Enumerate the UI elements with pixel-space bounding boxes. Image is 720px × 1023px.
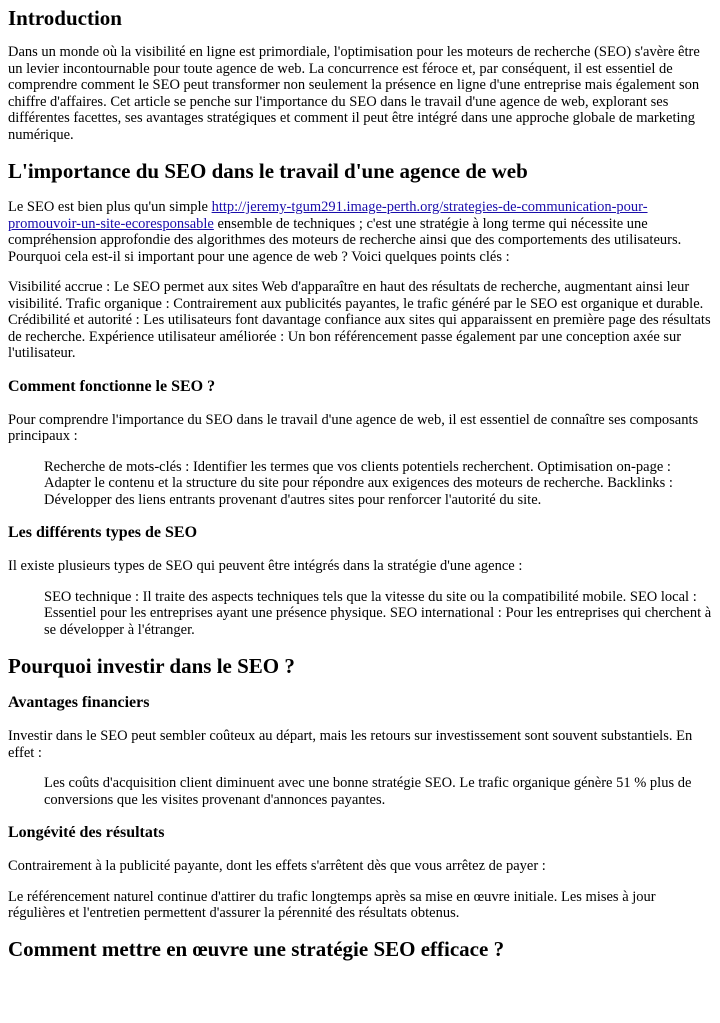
heading-financial-benefits: Avantages financiers xyxy=(8,694,150,711)
quote-seo-types: SEO technique : Il traite des aspects techniques tels que la vitesse du site ou la compatibilité mobile. SEO local : Essentiel pour les entreprises ayant une présence physique. SEO international : Pour les entreprises qui cherchent à se développer à l'étranger. xyxy=(44,588,712,638)
quote-financial-benefits: Les coûts d'acquisition client diminuent avec une bonne stratégie SEO. Le trafic organique génère 51 % plus de conversions que les visites provenant d'annonces payantes. xyxy=(44,775,692,808)
paragraph-introduction: Dans un monde où la visibilité en ligne est primordiale, l'optimisation pour les moteurs de recherche (SEO) s'avère être un levier incontournable pour toute agence de web. La concurrence est féroce et, par conséquent, il est essentiel de comprendre comment le SEO peut transformer non seulement la présence en ligne d'une entreprise mais également son chiffre d'affaires. Cet article se penche sur l'importance du SEO dans le travail d'une agence de web, explorant ses différentes facettes, ses avantages stratégiques et comment il peut être intégré dans une approche globale de marketing numérique. xyxy=(8,44,700,143)
quote-seo-components: Recherche de mots-clés : Identifier les termes que vos clients potentiels recherchent. Optimisation on-page : Adapter le contenu et la structure du site pour répondre aux exigences des moteurs de recherche. Backlinks : Développer des liens entrants provenant d'autres sites pour renforcer l'autorité du site. xyxy=(44,458,673,508)
paragraph-importance xyxy=(8,199,712,265)
paragraph-key-points: Visibilité accrue : Le SEO permet aux sites Web d'apparaître en haut des résultats de recherche, augmentant ainsi leur visibilité. Trafic organique : Contrairement aux publicités payantes, le trafic généré par le SEO est organique et durable. Crédibilité et autorité : Les utilisateurs font davantage confiance aux sites qui apparaissent en première page des résultats de recherche. Expérience utilisateur améliorée : Un bon référencement passe également par une conception axée sur l'utilisateur. xyxy=(8,279,711,361)
paragraph-longevity-2: Le référencement naturel continue d'attirer du trafic longtemps après sa mise en œuvre initiale. Les mises à jour régulières et l'entretien permettent d'assurer la pérennité des résultats obtenus. xyxy=(8,888,656,921)
heading-how-seo-works: Comment fonctionne le SEO ? xyxy=(8,377,216,395)
paragraph-financial-benefits: Investir dans le SEO peut sembler coûteux au départ, mais les retours sur investissement sont souvent substantiels. En effet : xyxy=(8,728,693,761)
heading-why-invest: Pourquoi investir dans le SEO ? xyxy=(8,654,295,678)
paragraph-importance-end: ensemble de techniques ; c'est une stratégie à long terme qui nécessite une compréhension approfondie des algorithmes des moteurs de recherche ainsi que des comportements des utilisateurs. Pourquoi cela est-il si important pour une agence de web ? Voici quelques points clés : xyxy=(8,215,682,265)
heading-importance: L'importance du SEO dans le travail d'une agence de web xyxy=(8,159,528,183)
paragraph-importance-start: Le SEO est bien plus qu'un simple xyxy=(8,199,212,215)
heading-implementation: Comment mettre en œuvre une stratégie SEO efficace ? xyxy=(8,936,505,961)
paragraph-seo-types: Il existe plusieurs types de SEO qui peuvent être intégrés dans la stratégie d'une agence : xyxy=(8,558,523,574)
heading-longevity: Longévité des résultats xyxy=(8,824,165,841)
paragraph-longevity-1: Contrairement à la publicité payante, dont les effets s'arrêtent dès que vous arrêtez de payer : xyxy=(8,858,546,874)
heading-seo-types: Les différents types de SEO xyxy=(8,524,198,541)
article-link[interactable]: http://jeremy-tgum291.image-perth.org/strategies-de-communication-pour-promouvoir-un-site-ecoresponsable xyxy=(8,199,648,232)
article xyxy=(0,6,720,961)
heading-introduction: Introduction xyxy=(8,6,122,30)
paragraph-how-seo-works: Pour comprendre l'importance du SEO dans le travail d'une agence de web, il est essentiel de connaître ses composants principaux : xyxy=(8,411,699,444)
